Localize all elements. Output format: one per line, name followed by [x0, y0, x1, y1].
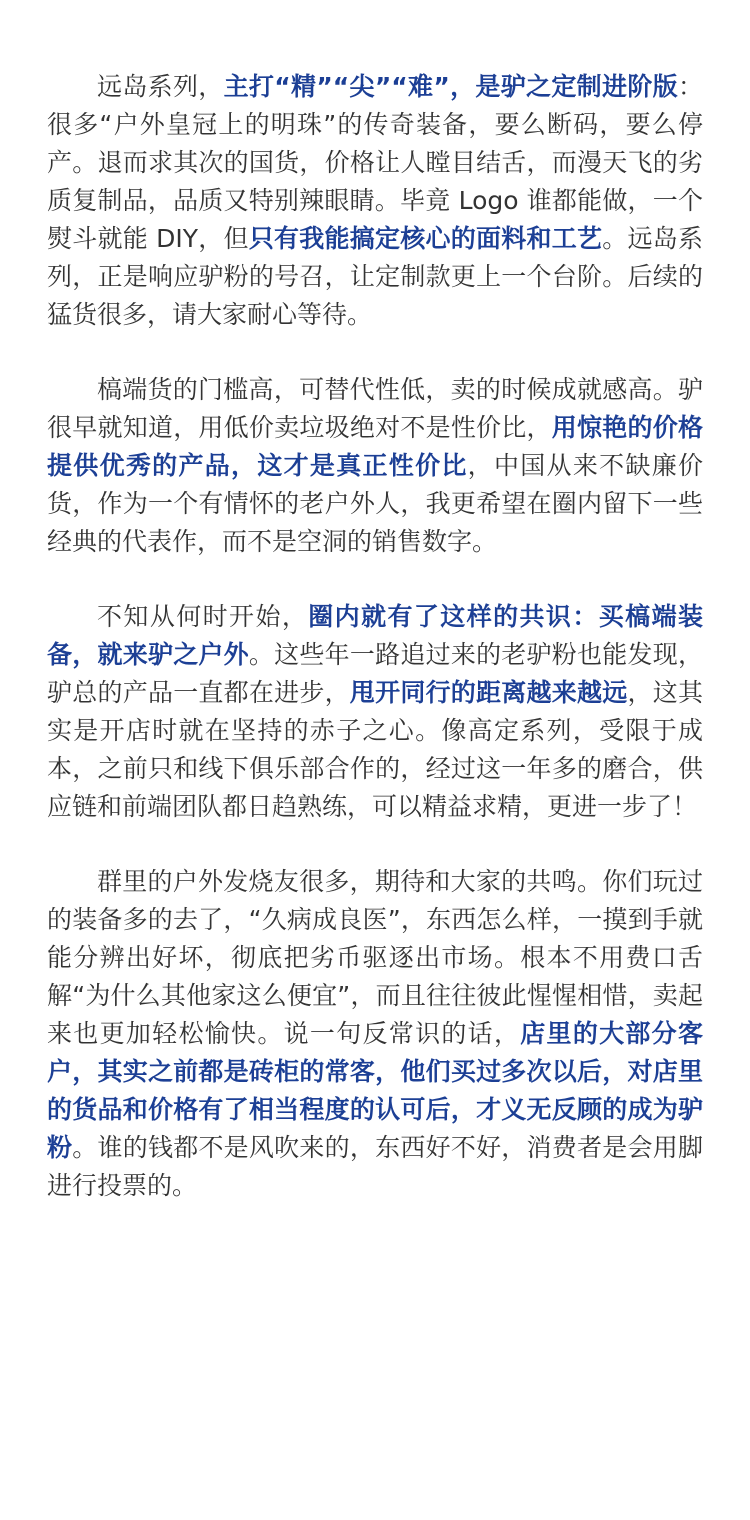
- highlight-text: 主打“精”“尖”“难”，是驴之定制进阶版: [223, 72, 678, 101]
- highlight-text: 用惊艳的价格提供优秀的产品，这才是真正性价比: [47, 413, 703, 480]
- paragraph-1: [47, 68, 703, 334]
- text-run: 群里的户外发烧友很多，期待和大家的共鸣。你们玩过的装备多的去了，“久病成良医”，东西怎么样，一摸到手就能分辨出好坏，彻底把劣币驱逐出市场。根本不用费口舌解“为什么其他家这么便宜”，而且往往彼此惺惺相惜，卖起来也更加轻松愉快。说一句反常识的话，: [47, 867, 703, 1048]
- paragraph-2: [47, 371, 703, 561]
- highlight-text: 店里的大部分客户，其实之前都是砖柜的常客，他们买过多次以后，对店里的货品和价格有了相当程度的认可后，才义无反顾的成为驴粉: [47, 1019, 703, 1162]
- paragraph-4: [47, 863, 703, 1205]
- text-run: 不知从何时开始，: [97, 602, 309, 631]
- text-run: 远岛系列，: [97, 72, 224, 101]
- text-run: ，中国从来不缺廉价货，作为一个有情怀的老户外人，我更希望在圈内留下一些经典的代表作，而不是空洞的销售数字。: [47, 451, 703, 556]
- text-run: 槁端货的门槛高，可替代性低，卖的时候成就感高。驴很早就知道，用低价卖垃圾绝对不是性价比，: [47, 375, 703, 442]
- text-run: 。谁的钱都不是风吹来的，东西好不好，消费者是会用脚进行投票的。: [47, 1133, 703, 1200]
- highlight-text: 甩开同行的距离越来越远: [349, 678, 628, 707]
- highlight-text: 只有我能搞定核心的面料和工艺: [248, 224, 603, 253]
- highlight-text: 圈内就有了这样的共识：买槁端装备，就来驴之户外: [47, 602, 703, 669]
- text-run: ，这其实是开店时就在坚持的赤子之心。像高定系列，受限于成本，之前只和线下俱乐部合作的，经过这一年多的磨合，供应链和前端团队都日趋熟练，可以精益求精，更进一步了！: [47, 678, 703, 821]
- text-run: 。远岛系列，正是响应驴粉的号召，让定制款更上一个台阶。后续的猛货很多，请大家耐心等待。: [47, 224, 703, 329]
- text-run: 。这些年一路追过来的老驴粉也能发现，驴总的产品一直都在进步，: [47, 640, 703, 707]
- paragraph-3: [47, 598, 703, 826]
- text-run: ：很多“户外皇冠上的明珠”的传奇装备，要么断码，要么停产。退而求其次的国货，价格让人瞠目结舌，而漫天飞的劣质复制品，品质又特别辣眼睛。毕竟 Logo 谁都能做，一个熨斗就能 DIY，但: [47, 72, 703, 253]
